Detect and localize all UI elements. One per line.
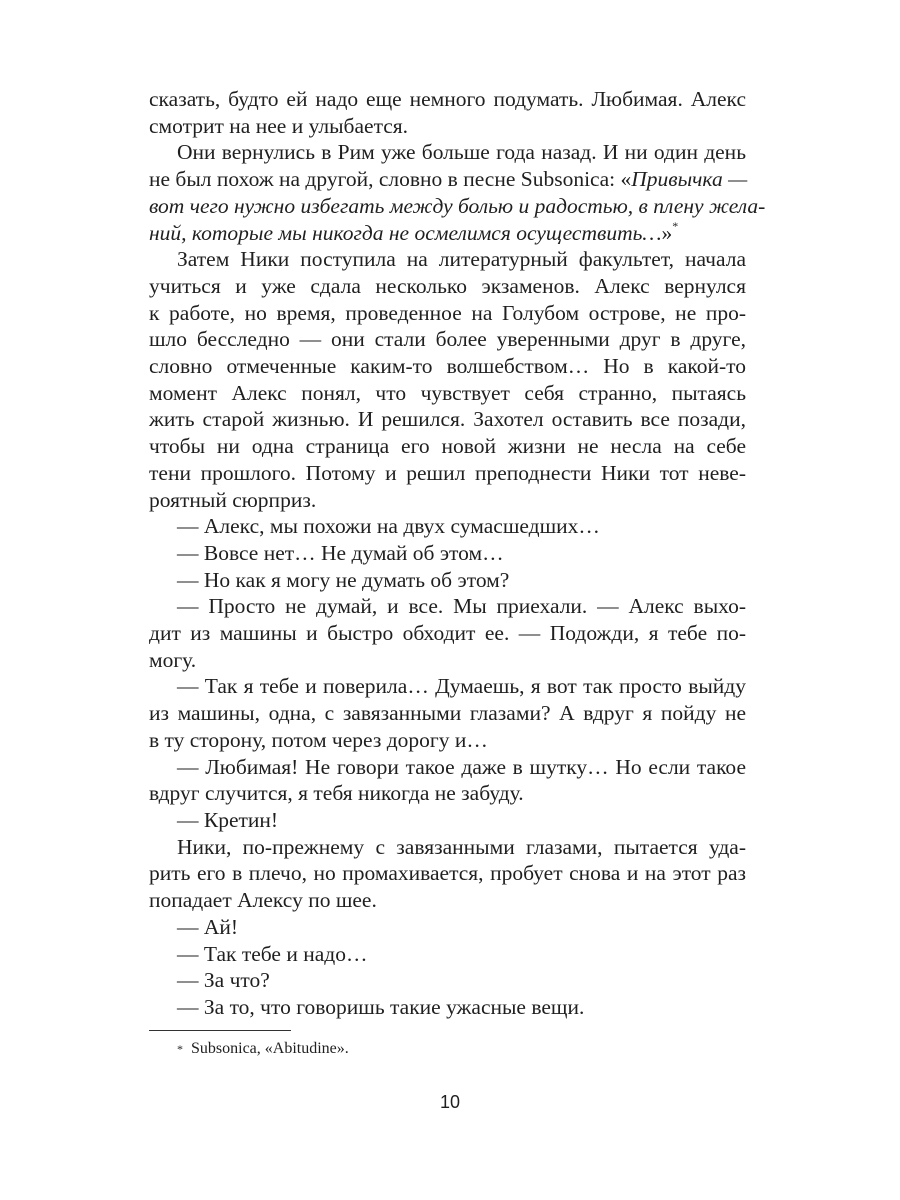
text-run: смотрит на нее и улыбается.: [149, 113, 409, 138]
page-number: 10: [439, 1092, 461, 1112]
text-line: [149, 673, 746, 700]
text-line: [149, 166, 746, 193]
text-run: — Ай!: [177, 914, 239, 939]
footnote-reference: *: [672, 218, 679, 233]
text-run: рить его в плечо, но промахивается, пробует снова и на этот раз: [149, 861, 746, 886]
text-run: Они вернулись в Рим уже больше года назад. И ни один день: [177, 140, 746, 165]
text-run: могу.: [149, 647, 197, 672]
text-run: — Кретин!: [177, 807, 279, 832]
text-line: [149, 487, 746, 514]
text-run: — Алекс, мы похожи на двух сумасшедших…: [177, 514, 600, 539]
text-line: [149, 193, 766, 220]
text-line: [149, 139, 746, 166]
text-run: — Так тебе и надо…: [177, 941, 368, 966]
text-run: не был похож на другой, словно в песне Subsonica: «: [149, 167, 632, 192]
text-line: [149, 113, 746, 140]
text-line: [149, 620, 746, 647]
footnote: [177, 1039, 349, 1059]
text-line: [149, 727, 746, 754]
text-line: [149, 513, 746, 540]
italic-quote: вот чего нужно избегать между болью и радостью, в плену жела-: [149, 193, 766, 218]
text-run: сказать, будто ей надо еще немного подумать. Любимая. Алекс: [149, 87, 746, 111]
text-line: [149, 326, 746, 353]
text-line: [149, 300, 746, 327]
text-run: к работе, но время, проведенное на Голубом острове, не про-: [149, 300, 746, 325]
text-run: учиться и уже сдала несколько экзаменов. Алекс вернулся: [149, 273, 746, 298]
text-run: словно отмеченные каким-то волшебством… Но в какой-то: [149, 354, 746, 379]
text-line: [149, 86, 746, 113]
text-run: — Вовсе нет… Не думай об этом…: [177, 540, 504, 565]
text-line: [149, 754, 746, 781]
footnote-text: Subsonica, «Abitudine».: [191, 1040, 349, 1057]
text-run: Затем Ники поступила на литературный факультет, начала: [177, 247, 746, 272]
text-line: [149, 460, 746, 487]
text-run: чтобы ни одна страница его новой жизни не несла на себе: [149, 434, 746, 459]
text-line: [149, 220, 746, 247]
text-run: — Так я тебе и поверила… Думаешь, я вот так просто выйду: [177, 674, 746, 699]
text-line: [149, 807, 746, 834]
text-run: вдруг случится, я тебя никогда не забуду.: [149, 781, 524, 806]
italic-quote: ний, которые мы никогда не осмелимся осуществить…: [149, 220, 662, 245]
text-line: [149, 860, 746, 887]
text-run: дит из машины и быстро обходит ее. — Подожди, я тебе по-: [149, 621, 746, 646]
text-line: [149, 433, 746, 460]
text-line: [149, 887, 746, 914]
text-line: [149, 834, 746, 861]
body-text: [149, 86, 766, 1021]
text-run: жить старой жизнью. И решился. Захотел оставить все позади,: [149, 407, 746, 432]
closing-quote: »: [661, 220, 673, 245]
text-line: [149, 994, 746, 1021]
footnote-divider: [149, 1030, 291, 1031]
text-line: [149, 567, 746, 594]
text-run: — Просто не думай, и все. Мы приехали. — Алекс выхо-: [177, 594, 746, 619]
text-line: [149, 941, 746, 968]
text-line: [149, 273, 746, 300]
text-line: [149, 647, 746, 674]
text-line: [149, 700, 746, 727]
text-run: — За что?: [177, 968, 270, 993]
text-run: — Но как я могу не думать об этом?: [177, 567, 510, 592]
text-line: [149, 593, 746, 620]
text-run: шло бесследно — они стали более уверенными друг в друге,: [149, 327, 746, 352]
text-run: из машины, одна, с завязанными глазами? А вдруг я пойду не: [149, 701, 746, 726]
text-run: момент Алекс понял, что чувствует себя странно, пытаясь: [149, 380, 746, 405]
text-run: роятный сюрприз.: [149, 487, 317, 512]
text-line: [149, 914, 746, 941]
text-run: в ту сторону, потом через дорогу и…: [149, 727, 488, 752]
text-line: [149, 353, 746, 380]
text-run: тени прошлого. Потому и решил преподнести Ники тот неве-: [149, 460, 746, 485]
footnote-mark: *: [177, 1042, 183, 1056]
text-line: [149, 406, 746, 433]
text-run: Ники, по-прежнему с завязанными глазами, пытается уда-: [177, 834, 746, 859]
text-line: [149, 246, 746, 273]
text-run: — Любимая! Не говори такое даже в шутку… Но если такое: [177, 754, 746, 779]
text-line: [149, 540, 746, 567]
text-run: попадает Алексу по шее.: [149, 888, 377, 913]
text-line: [149, 780, 746, 807]
text-line: [149, 380, 746, 407]
text-run: — За то, что говоришь такие ужасные вещи.: [177, 994, 585, 1019]
text-line: [149, 967, 746, 994]
italic-quote: Привычка —: [631, 167, 748, 192]
